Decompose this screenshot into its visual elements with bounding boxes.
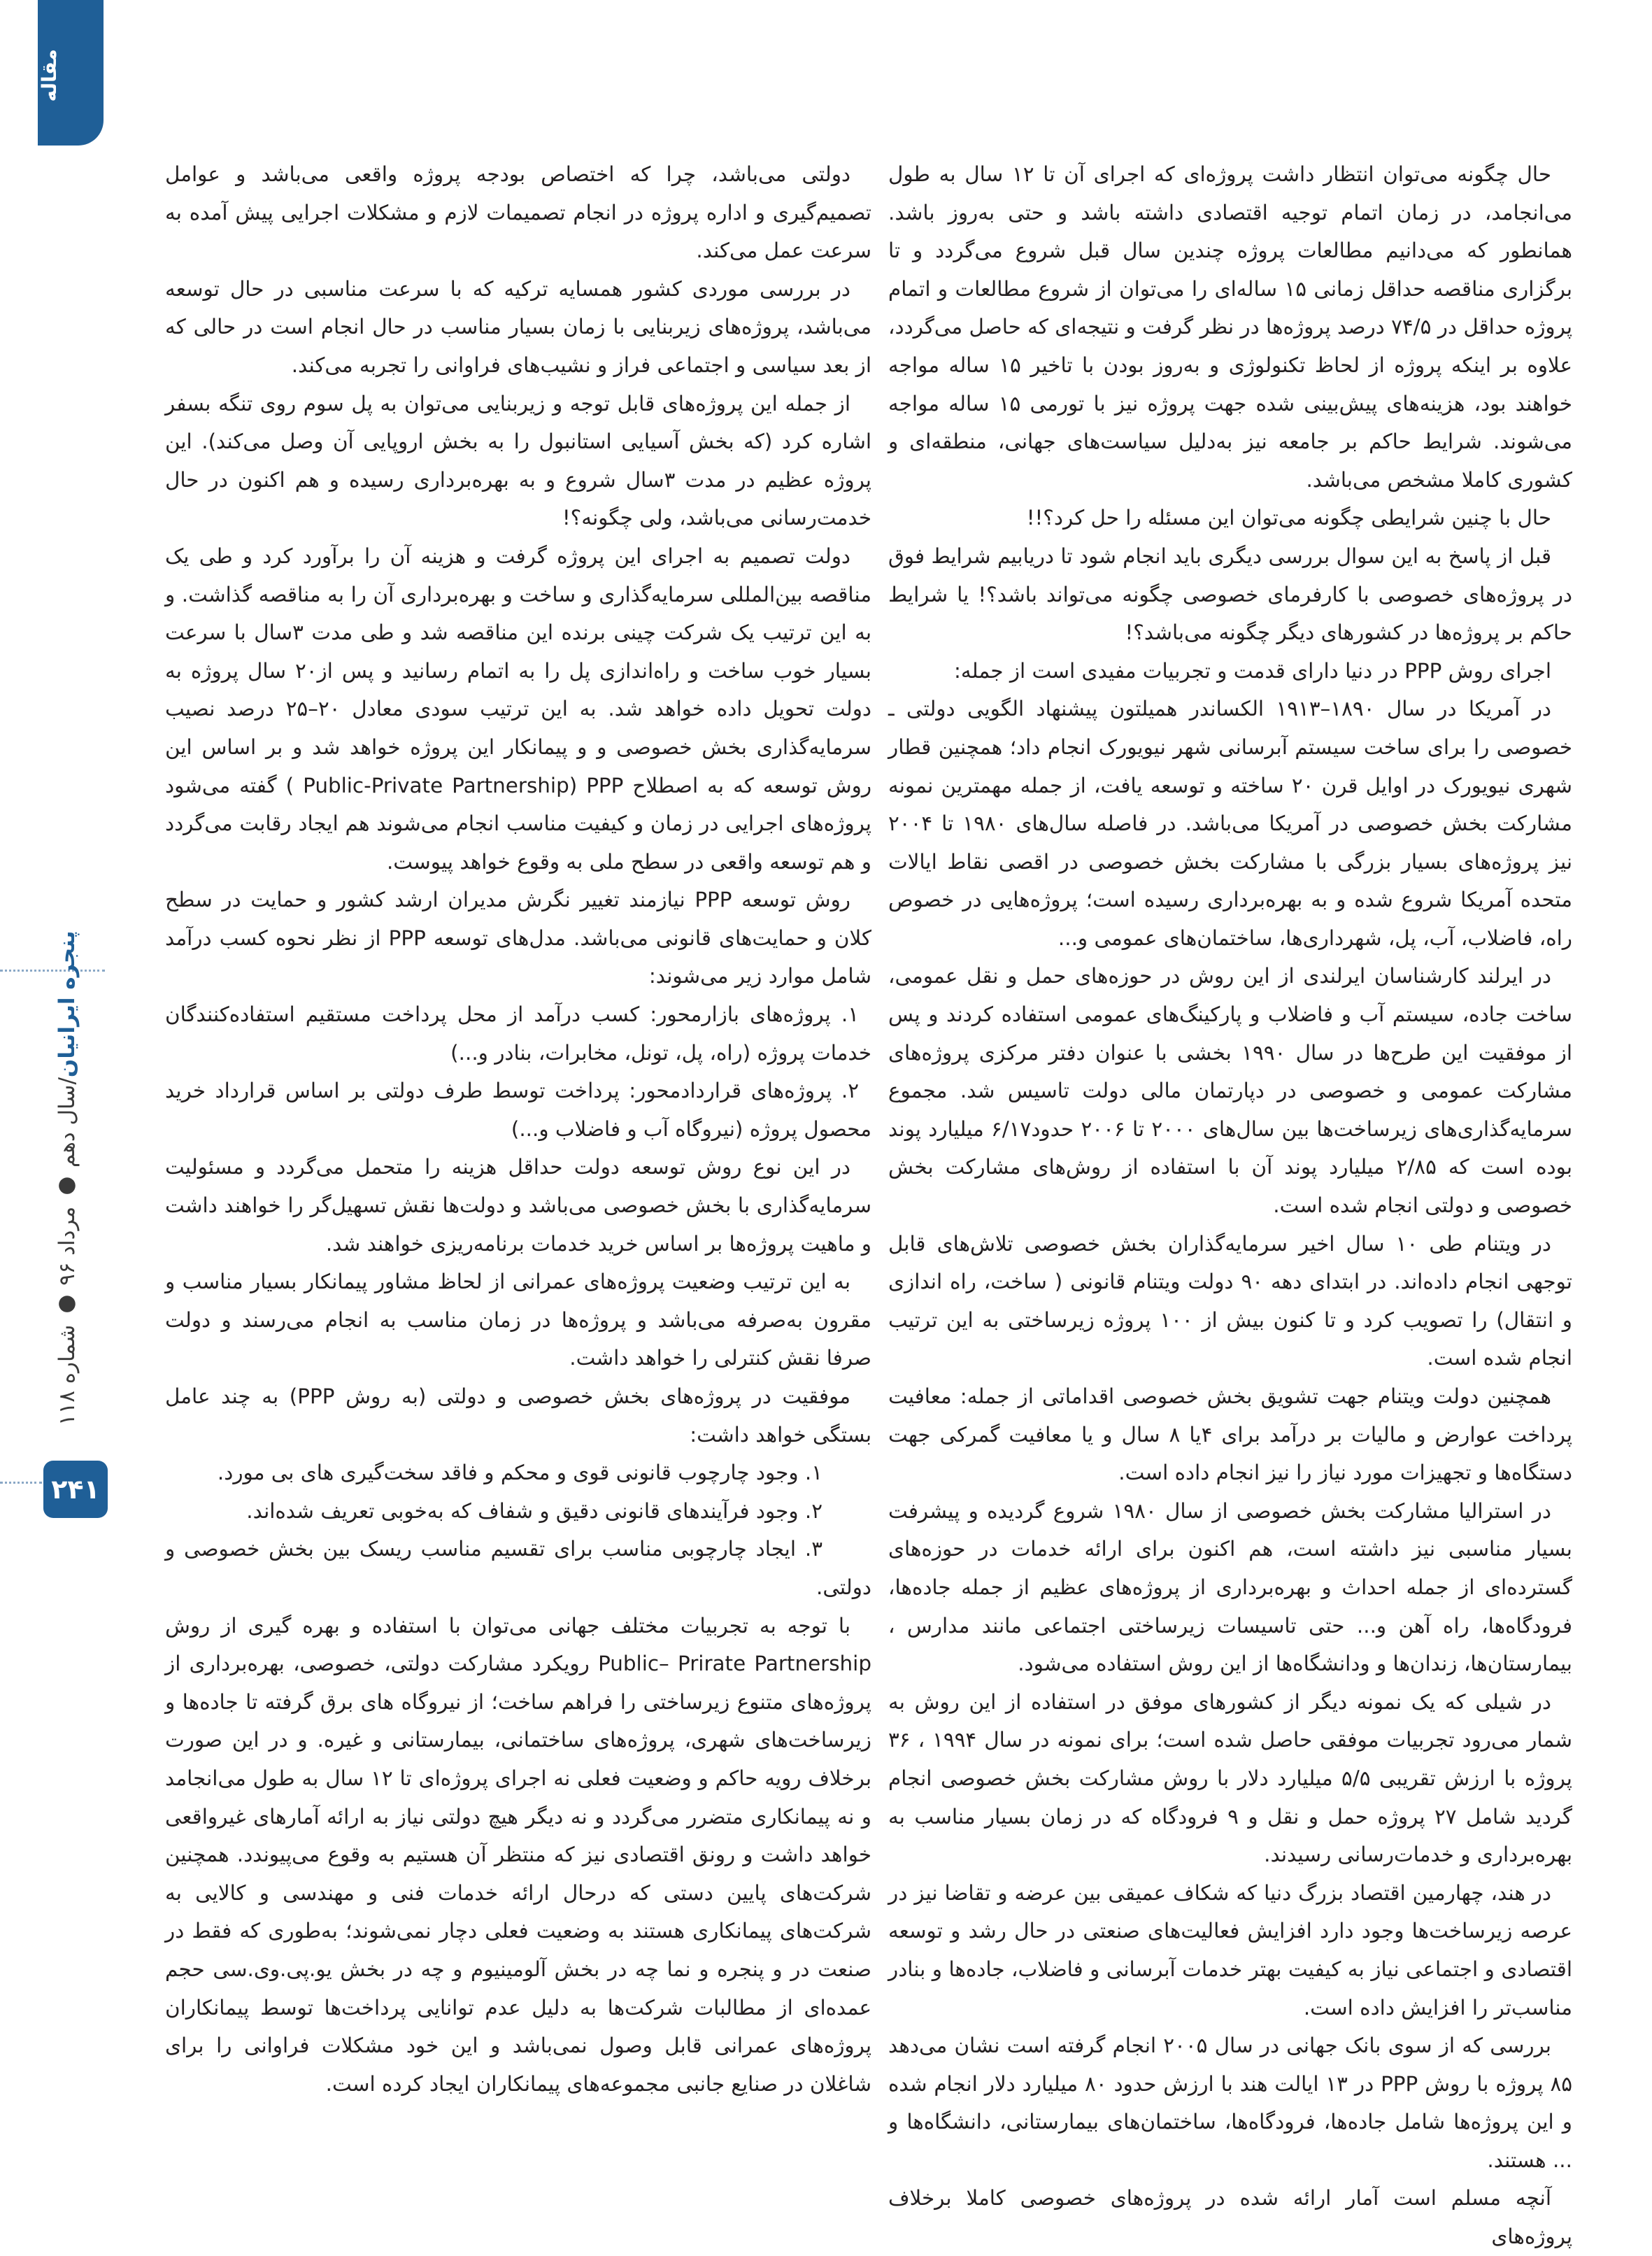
paragraph: بررسی که از سوی بانک جهانی در سال ۲۰۰۵ انجام گرفته است نشان می‌دهد ۸۵ پروژه با روش PPP در ۱۳ ایالت هند با ارزش حدود ۸۰ میلیارد دلار انجام شده و این پروژه‌ها شامل جاده‌ها، فرودگاه‌ها، ساختمان‌های بیمارستانی، دانشگاه‌ها و ... هستند.: [888, 2034, 1573, 2172]
paragraph: در ایرلند کارشناسان ایرلندی از این روش در حوزه‌های حمل و نقل عمومی، ساخت جاده، سیستم آب و فاضلاب و پارکینگ‌های عمومی استفاده کردند و پس از موفقیت این طرح‌ها در سال ۱۹۹۰ بخشی با عنوان دفتر مرکزی پروژه‌های مشارکت عمومی و خصوصی در دپارتمان مالی دولت تاسیس شد. مجموع سرمایه‌گذاری‌های زیرساخت‌ها بین سال‌های ۲۰۰۰ تا ۲۰۰۶ حدود۶/۱۷ میلیارد پوند بوده است که ۲/۸۵ میلیارد پوند آن با استفاده از روش‌های مشارکت بخش خصوصی و دولتی انجام شده است.: [888, 964, 1572, 1218]
divider-dotted-bottom: [0, 1482, 42, 1484]
article-column-right: [888, 155, 1572, 2256]
paragraph: دولتی می‌باشد، چرا که اختصاص بودجه پروژه واقعی می‌باشد و عوامل تصمیم‌گیری و اداره پروژه در انجام تصمیمات لازم و مشکلات اجرایی پیش آمده به سرعت عمل می‌کند.: [165, 162, 871, 263]
paragraph: در استرالیا مشارکت بخش خصوصی از سال ۱۹۸۰ شروع گردیده و پیشرفت بسیار مناسبی نیز داشته است، هم اکنون برای ارائه خدمات در حوزه‌های گسترده‌ای از جمله احداث و بهره‌برداری از پروژه‌های عظیم از جمله جاده‌ها، فرودگاه‌ها، راه آهن و... حتی تاسیسات زیرساختی اجتماعی مانند مدارس ، بیمارستان‌ها، زندان‌ها و ودانشگاه‌ها از این روش استفاده می‌شود.: [888, 1498, 1572, 1676]
paragraph: در این نوع روش توسعه دولت حداقل هزینه را متحمل می‌گردد و مسئولیت سرمایه‌گذاری با بخش خصوصی می‌باشد و دولت‌ها نقش تسهیل‌گر را خواهند داشت و ماهیت پروژه‌ها بر اساس خرید خدمات برنامه‌ریزی خواهند شد.: [165, 1155, 871, 1256]
page-number: ۲۴۱: [43, 1461, 108, 1518]
paragraph: همچنین دولت ویتنام جهت تشویق بخش خصوصی اقداماتی از جمله: معافیت پرداخت عوارض و مالیات بر درآمد برای ۴یا ۸ سال و یا معافیت گمرکی جهت دستگاه‌ها و تجهیزات مورد نیاز را نیز انجام داده است.: [888, 1384, 1572, 1485]
paragraph: اجرای روش PPP در دنیا دارای قدمت و تجربیات مفیدی است از جمله:: [953, 658, 1551, 683]
magazine-brand: پنجره ایرانیان: [55, 930, 80, 1077]
paragraph: دولت تصمیم به اجرای این پروژه گرفت و هزینه آن را برآورد کرد و طی یک مناقصه بین‌المللی سرمایه‌گذاری و ساخت و بهره‌برداری آن را به مناقصه گذاشت. و به این ترتیب یک شرکت چینی برنده این مناقصه شد و طی مدت ۳سال با سرعت بسیار خوب ساخت و راه‌اندازی پل را به اتمام رسانید و پس از۲۰ سال پروژه به دولت تحویل داده خواهد شد. به این ترتیب سودی معادل ۲۰–۲۵ درصد نصیب سرمایه‌گذاری بخش خصوصی و و پیمانکار این پروژه خواهد شد و بر اساس این روش توسعه که به اصطلاح Public-Private Partnership) PPP ) گفته می‌شود پروژه‌های اجرایی در زمان و کیفیت مناسب انجام می‌شوند هم ایجاد رقابت می‌گردد و هم توسعه واقعی در سطح ملی به وقوع خواهد پیوست.: [165, 544, 872, 874]
list-item: ۱. پروژه‌های بازارمحور: کسب درآمد از محل پرداخت مستقیم استفاده‌کنندگان خدمات پروژه (راه، پل، تونل، مخابرات، بنادر و...): [165, 1002, 871, 1065]
list-item: ۳. ایجاد چارچوبی مناسب برای تقسیم مناسب ریسک بین بخش خصوصی و دولتی.: [165, 1537, 871, 1599]
paragraph: با توجه به تجربیات مختلف جهانی می‌توان با استفاده و بهره گیری از روش Public– Prirate Partnership رویکرد مشارکت دولتی، خصوصی، بهره‌برداری از پروژه‌های متنوع زیرساختی را فراهم ساخت؛ از نیروگاه های برق گرفته تا جاده‌ها و زیرساخت‌های شهری، پروژه‌های ساختمانی، بیمارستانی و غیره. و در این صورت برخلاف رویه حاکم و وضعیت فعلی نه اجرای پروژه‌ای تا ۱۲ سال به طول می‌انجامد و نه پیمانکاری متضرر می‌گردد و نه دیگر هیچ دولتی نیاز به ارائه آمارهای غیرواقعی خواهد داشت و رونق اقتصادی نیز که منتظر آن هستیم به وقوع می‌پیوندد. همچنین شرکت‌های پایین دستی که درحال ارائه خدمات فنی و مهندسی و کالایی به شرکت‌های پیمانکاری هستند به وضعیت فعلی دچار نمی‌شوند؛ به‌طوری که فقط در صنعت در و پنجره و نما چه در بخش آلومینیوم و چه در بخش یو.پی.وی.سی حجم عمده‌ای از مطالبات شرکت‌ها به دلیل عدم توانایی پرداخت‌ها توسط پیمانکاران پروژه‌های عمرانی قابل وصول نمی‌باشد و این خود مشکلات فراوانی را برای شاغلان در صنایع جانبی مجموعه‌های پیمانکاران ایجاد کرده است.: [165, 1613, 871, 2096]
paragraph: حال چگونه می‌توان انتظار داشت پروژه‌ای که اجرای آن تا ۱۲ سال به طول می‌انجامد، در زمان اتمام توجیه اقتصادی داشته باشد و حتی به‌روز باشد. همانطور که می‌دانیم مطالعات پروژه چندین سال قبل شروع می‌گردد و تا برگزاری مناقصه حداقل زمانی ۱۵ ساله‌ای را می‌توان از شروع مطالعات و اتمام پروژه حداقل در ۷۴/۵ درصد پروژه‌ها در نظر گرفت و نتیجه‌ای که حاصل می‌گردد، علاوه بر اینکه پروژه از لحاظ تکنولوژی و به‌روز بودن با تاخیر ۱۵ ساله مواجه خواهند بود، هزینه‌های پیش‌بینی شده جهت پروژه نیز با تورمی ۱۵ ساله مواجه می‌شوند. شرایط حاکم بر جامعه نیز به‌دلیل سیاست‌های جهانی، منطقه‌ای و کشوری کاملا مشخص می‌باشد.: [888, 162, 1573, 492]
paragraph: روش توسعه PPP نیازمند تغییر نگرش مدیران ارشد کشور و حمایت در سطح کلان و حمایت‌های قانونی می‌باشد. مدل‌های توسعه PPP از نظر نحوه کسب درآمد شامل موارد زیر می‌شوند:: [165, 888, 872, 988]
list-item: ۲. پروژه‌های قراردادمحور: پرداخت توسط طرف دولتی بر اساس قرارداد خرید محصول پروژه (نیروگاه آب و فاضلاب و...): [165, 1079, 871, 1141]
paragraph: در آمریکا در سال ۱۸۹۰–۱۹۱۳ الکساندر همیلتون پیشنهاد الگویی دولتی ـ خصوصی را برای ساخت سیستم آبرسانی شهر نیویورک انجام داد؛ همچنین قطار شهری نیویورک در اوایل قرن ۲۰ ساخته و توسعه یافت، از جمله مهمترین نمونه مشارکت بخش خصوصی در آمریکا می‌باشد. در فاصله سال‌های ۱۹۸۰ تا ۲۰۰۴ نیز پروژه‌های بسیار بزرگی با مشارکت بخش خصوصی در اقصی نقاط ایالات متحده آمریکا شروع شده و به بهره‌برداری رسیده است؛ پروژه‌هایی در خصوص راه، فاضلاب، آب، پل، شهرداری‌ها، ساختمان‌های عمومی و...: [888, 697, 1573, 950]
paragraph: موفقیت در پروژه‌های بخش خصوصی و دولتی (به روش PPP) به چند عامل بستگی خواهد داشت:: [165, 1384, 871, 1447]
list-item: ۲. وجود فرآیندهای قانونی دقیق و شفاف که به‌خوبی تعریف شده‌اند.: [246, 1498, 823, 1523]
paragraph: در هند، چهارمین اقتصاد بزرگ دنیا که شکاف عمیقی بین عرضه و تقاضا نیز در عرصه زیرساخت‌ها وجود دارد افزایش فعالیت‌های صنعتی در حال رشد و توسعه اقتصادی و اجتماعی نیاز به کیفیت بهتر خدمات آبرسانی و فاضلاب، جاده‌ها و بنادر مناسب‌تر را افزایش داده است.: [888, 1880, 1572, 2020]
section-tab-label: مقاله: [38, 49, 61, 102]
paragraph: به این ترتیب وضعیت پروژه‌های عمرانی از لحاظ مشاور پیمانکار بسیار مناسب و مقرون به‌صرفه می‌باشد و پروژه‌ها در زمان مناسب به انجام می‌رسند و دولت صرفا نقش کنترلی را خواهد داشت.: [165, 1270, 871, 1370]
section-tab: [38, 0, 104, 146]
paragraph: در شیلی که یک نمونه دیگر از کشورهای موفق در استفاده از این روش به شمار می‌رود تجربیات موفقی حاصل شده است؛ برای نمونه در سال ۱۹۹۴ ، ۳۶ پروژه با ارزش تقریبی ۵/۵ میلیارد دلار با روش مشارکت بخش خصوصی انجام گردید شامل ۲۷ پروژه حمل و نقل و ۹ فرودگاه که در زمان بسیار مناسب به بهره‌برداری و خدمات‌رسانی رسیدند.: [888, 1689, 1573, 1867]
paragraph: در ویتنام طی ۱۰ سال اخیر سرمایه‌گذاران بخش خصوصی تلاش‌های قابل توجهی انجام داده‌اند. در ابتدای دهه ۹۰ دولت ویتنام قانونی ( ساخت، راه اندازی و انتقال) را تصویب کرد و تا کنون بیش از ۱۰۰ پروژه زیرساختی به این ترتیب انجام شده است.: [888, 1231, 1573, 1370]
issue-info: /سال دهم ● مرداد ۹۶ ● شماره ۱۱۸: [55, 1077, 80, 1426]
list-item: ۱. وجود چارچوب قانونی قوی و محکم و فاقد سخت‌گیری های بی مورد.: [217, 1461, 823, 1485]
paragraph: قبل از پاسخ به این سوال بررسی دیگری باید انجام شود تا دریابیم شرایط فوق در پروژه‌های خصوصی با کارفرمای خصوصی چگونه می‌تواند باشد؟! یا شرایط حاکم بر پروژه‌ها در کشورهای دیگر چگونه می‌باشد؟!: [888, 544, 1572, 645]
paragraph: از جمله این پروژه‌های قابل توجه و زیربنایی می‌توان به پل سوم روی تنگه بسفر اشاره کرد (که بخش آسیایی استانبول را به بخش اروپایی آن وصل می‌کند). این پروژه عظیم در مدت ۳سال شروع و به بهره‌برداری رسیده و هم اکنون در حال خدمت‌رسانی می‌باشد، ولی چگونه؟!: [165, 391, 871, 530]
paragraph: حال با چنین شرایطی چگونه می‌توان این مسئله را حل کرد؟!!: [1026, 506, 1551, 530]
article-column-left: [165, 155, 871, 2103]
running-header: [55, 930, 104, 1490]
paragraph: آنچه مسلم است آمار ارائه شده در پروژه‌های خصوصی کاملا برخلاف پروژه‌های: [888, 2186, 1572, 2249]
paragraph: در بررسی موردی کشور همسایه ترکیه که با سرعت مناسبی در حال توسعه می‌باشد، پروژه‌های زیربنایی با زمان بسیار مناسب در حال انجام است در حالی که از بعد سیاسی و اجتماعی فراز و نشیب‌های فراوانی را تجربه می‌کند.: [165, 276, 871, 377]
